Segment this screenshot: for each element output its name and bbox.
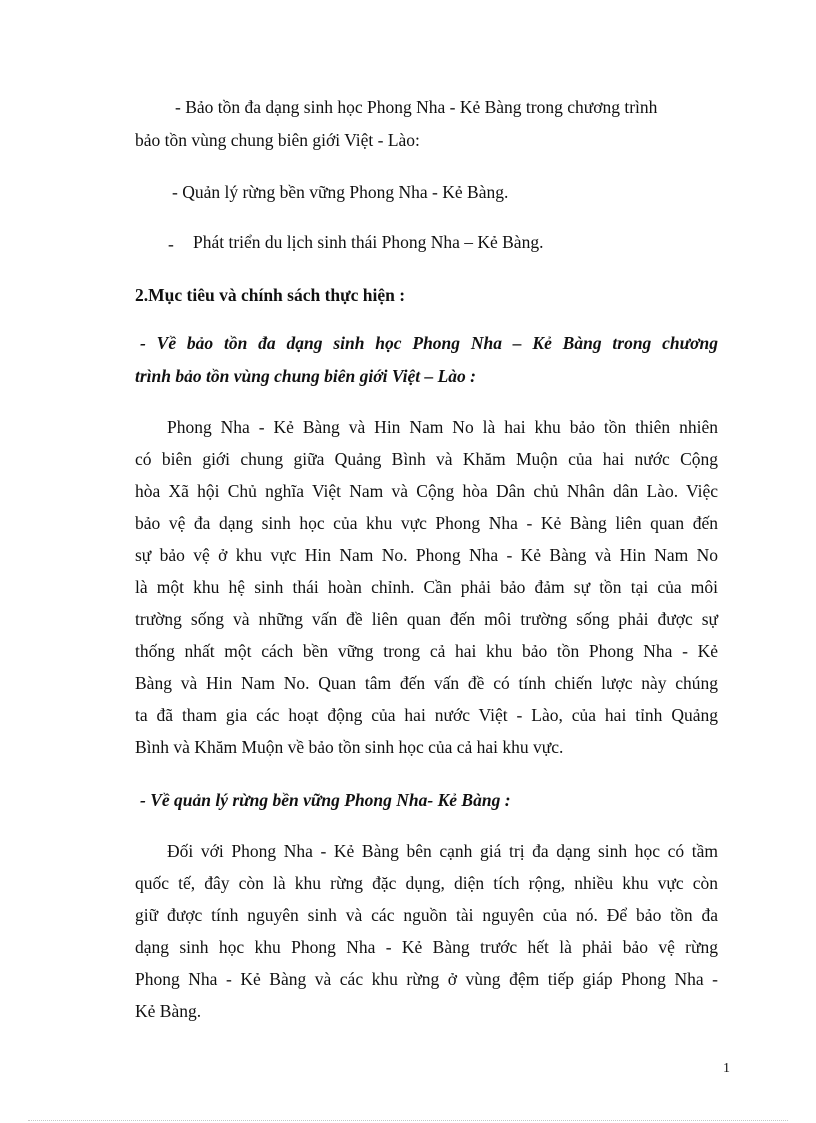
paragraph-1-line: có biên giới chung giữa Quảng Bình và Khăm Muộn của hai nước Cộng (135, 449, 718, 469)
subheading-2: - Về quản lý rừng bền vững Phong Nha- Kẻ Bàng : (140, 790, 511, 810)
paragraph-1-line: ta đã tham gia các hoạt động của hai nước Việt - Lào, của hai tỉnh Quảng (135, 705, 718, 725)
paragraph-1-line: hòa Xã hội Chủ nghĩa Việt Nam và Cộng hòa Dân chủ Nhân dân Lào. Việc (135, 481, 718, 501)
footer-divider (28, 1120, 788, 1121)
intro-item-2: - Quản lý rừng bền vững Phong Nha - Kẻ Bàng. (172, 182, 509, 202)
intro-item-3-marker: - (168, 234, 174, 254)
paragraph-1-line: trường sống và những vấn đề liên quan đến môi trường sống phải được sự (135, 609, 718, 629)
paragraph-1-line: là một khu hệ sinh thái hoàn chỉnh. Cần phải bảo đảm sự tồn tại của môi (135, 577, 718, 597)
paragraph-1-line: Phong Nha - Kẻ Bàng và Hin Nam No là hai khu bảo tồn thiên nhiên (167, 417, 718, 437)
paragraph-2-line: quốc tế, đây còn là khu rừng đặc dụng, diện tích rộng, nhiều khu vực còn (135, 873, 718, 893)
paragraph-1-line: bảo vệ đa dạng sinh học của khu vực Phong Nha - Kẻ Bàng liên quan đến (135, 513, 718, 533)
page-number: 1 (723, 1061, 730, 1076)
paragraph-2-line: giữ được tính nguyên sinh và các nguồn tài nguyên của nó. Để bảo tồn đa (135, 905, 718, 925)
paragraph-1-line: Bàng và Hin Nam No. Quan tâm đến vấn đề có tính chiến lược này chúng (135, 673, 718, 693)
paragraph-2-line: Kẻ Bàng. (135, 1001, 202, 1021)
intro-item-3: Phát triển du lịch sinh thái Phong Nha – Kẻ Bàng. (193, 232, 544, 252)
paragraph-2-line: dạng sinh học khu Phong Nha - Kẻ Bàng trước hết là phải bảo vệ rừng (135, 937, 718, 957)
paragraph-2-line: Phong Nha - Kẻ Bàng và các khu rừng ở vùng đệm tiếp giáp Phong Nha - (135, 969, 718, 989)
paragraph-2-line: Đối với Phong Nha - Kẻ Bàng bên cạnh giá trị đa dạng sinh học có tầm (167, 841, 718, 861)
paragraph-1-line: Bình và Khăm Muộn về bảo tồn sinh học của cả hai khu vực. (135, 737, 564, 757)
paragraph-1-line: sự bảo vệ ở khu vực Hin Nam No. Phong Nha - Kẻ Bàng và Hin Nam No (135, 545, 718, 565)
subheading-1-line-1: - Về bảo tồn đa dạng sinh học Phong Nha – Kẻ Bàng trong chương (140, 333, 718, 353)
subheading-1-line-2: trình bảo tồn vùng chung biên giới Việt – Lào : (135, 366, 476, 386)
section-heading: 2.Mục tiêu và chính sách thực hiện : (135, 285, 406, 305)
intro-item-1-line-2: bảo tồn vùng chung biên giới Việt - Lào: (135, 130, 420, 150)
paragraph-1-line: thống nhất một cách bền vững trong cả hai khu bảo tồn Phong Nha - Kẻ (135, 641, 718, 661)
intro-item-1-line-1: - Bảo tồn đa dạng sinh học Phong Nha - Kẻ Bàng trong chương trình (175, 97, 658, 117)
